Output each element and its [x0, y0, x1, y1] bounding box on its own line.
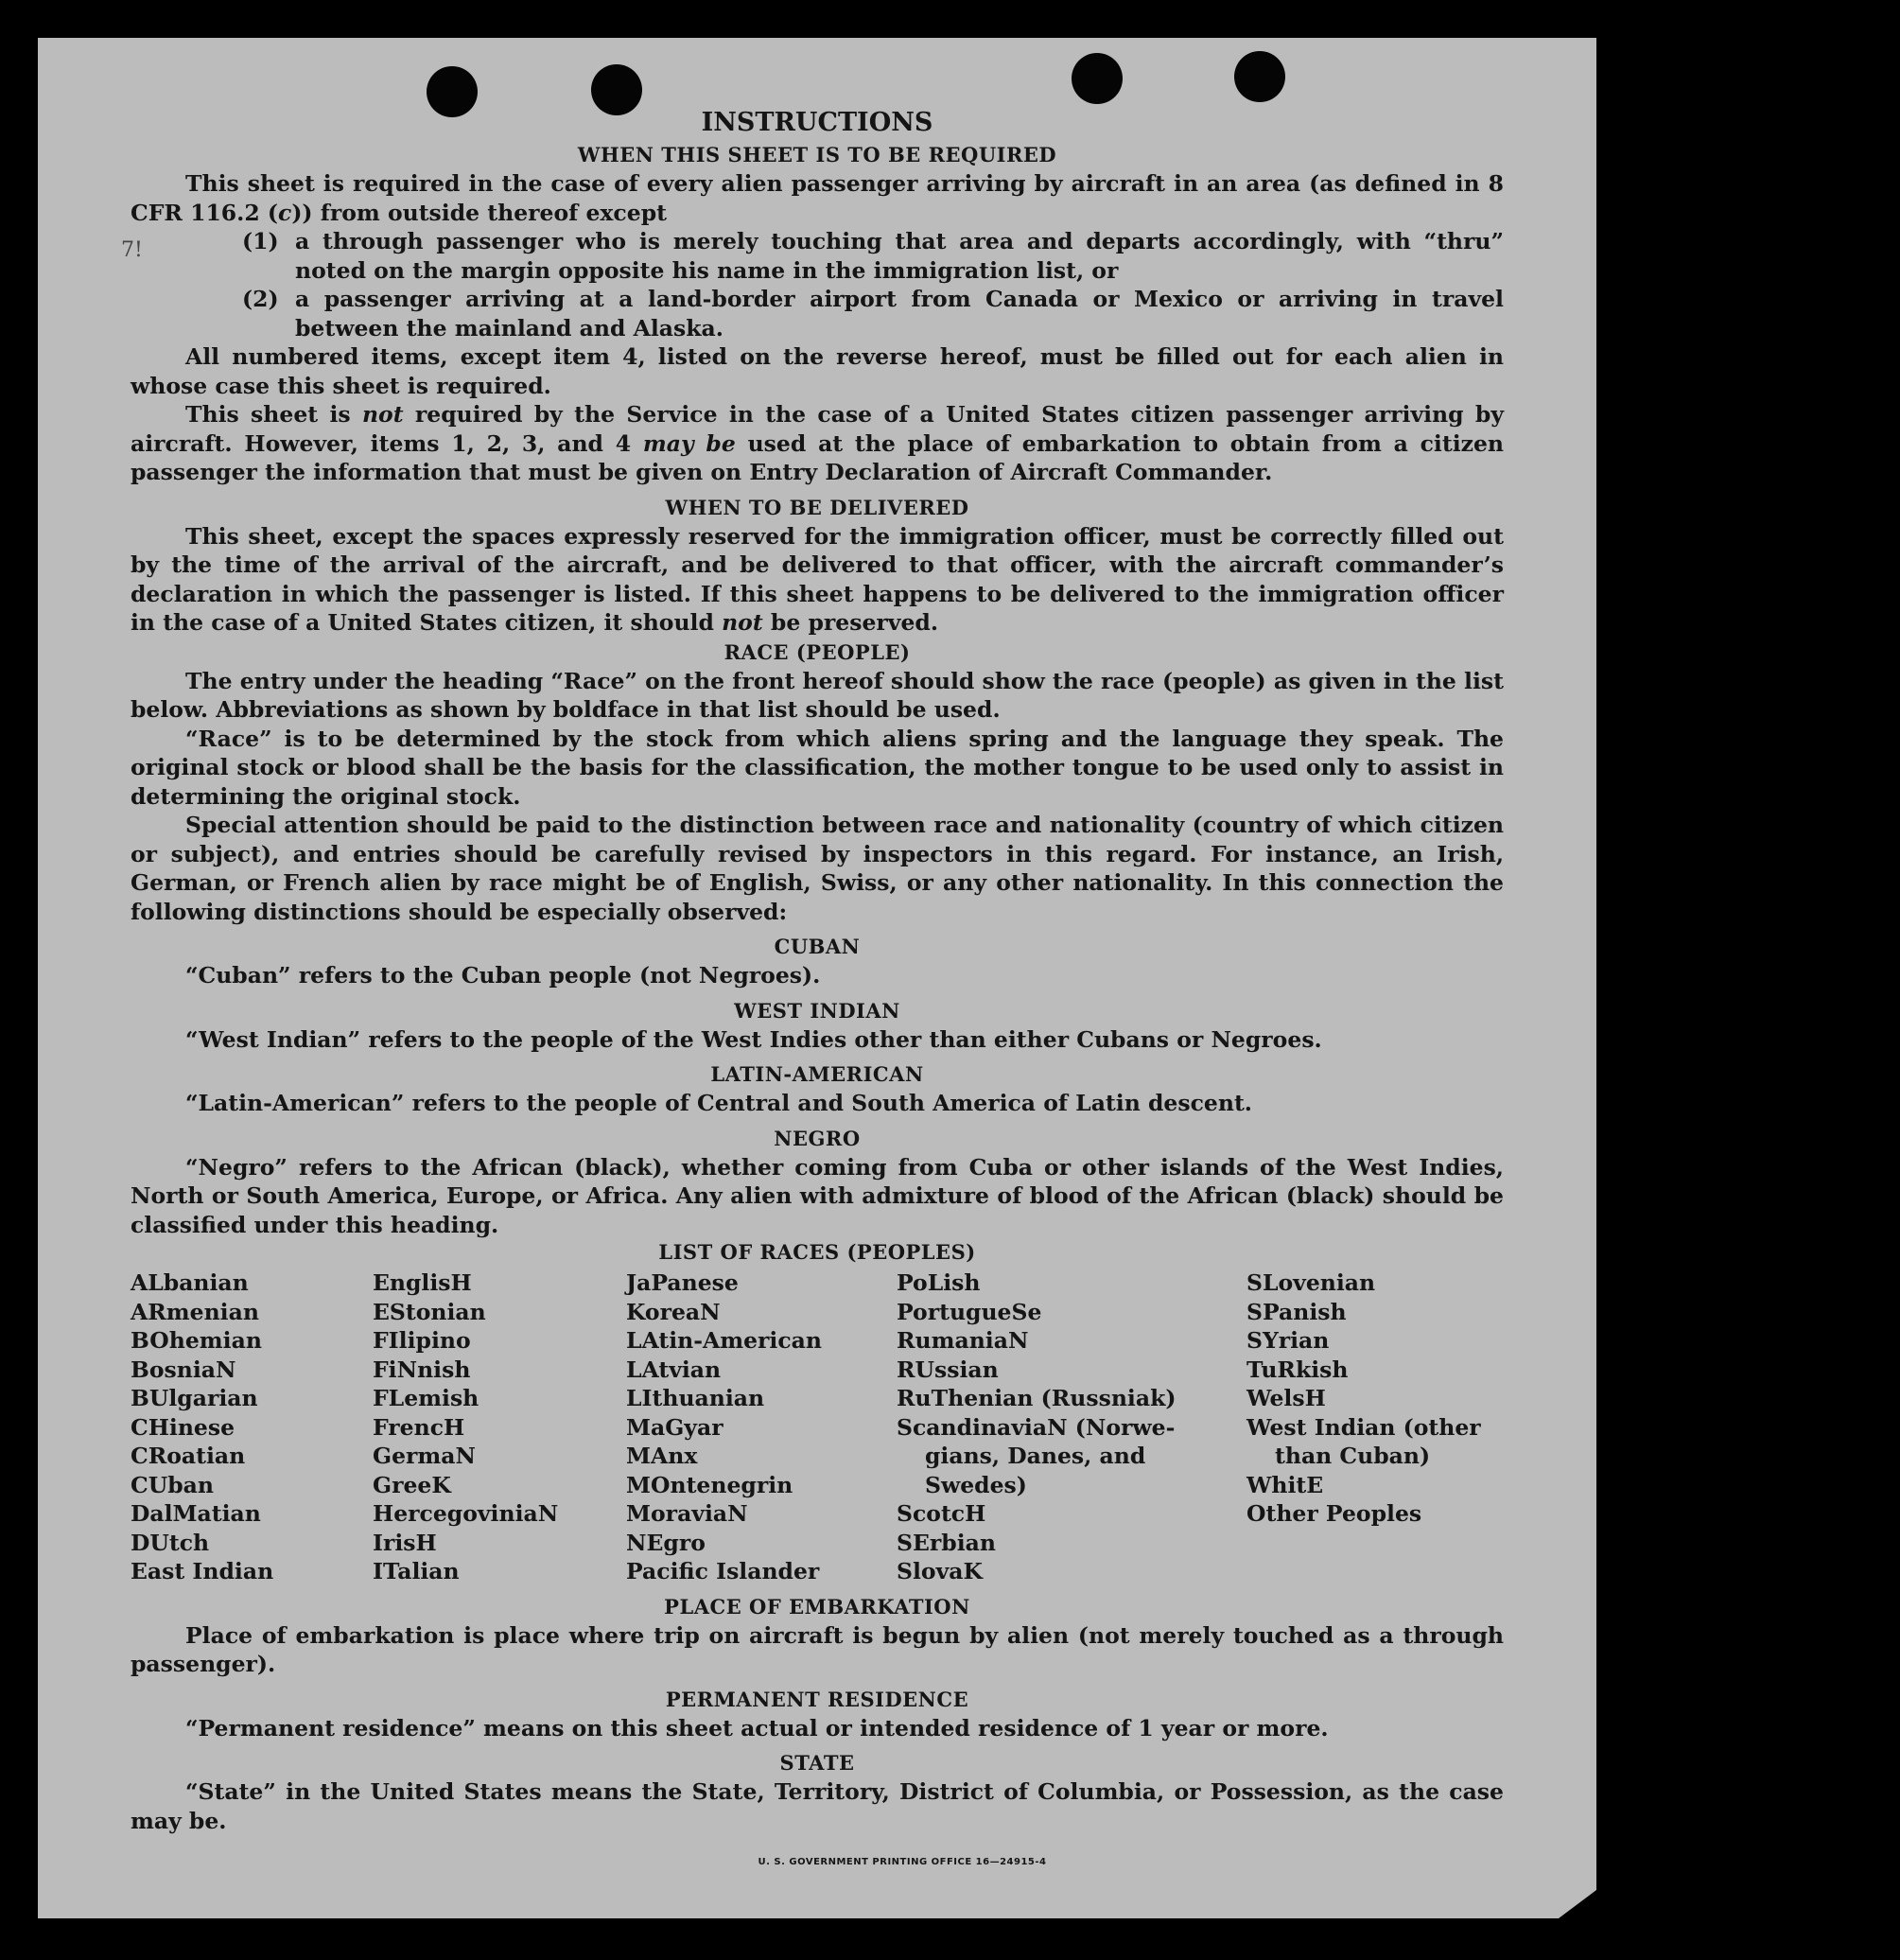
section-heading: LATIN-AMERICAN — [710, 1062, 924, 1086]
race-item: JaPanese — [626, 1269, 739, 1296]
paragraph: This sheet is required in the case of every alien passenger arriving by aircraft in an area (as defined in 8 CFR 116.2 (c)) from outside thereof except — [131, 170, 1504, 226]
race-item: HercegoviniaN — [373, 1500, 559, 1527]
race-item: SPanish — [1246, 1298, 1347, 1325]
race-item: WhitE — [1246, 1471, 1324, 1498]
race-item: PoLish — [897, 1269, 981, 1296]
list-item: (2) a passenger arriving at a land-border airport from Canada or Mexico or arriving in travel between the mainland and Alaska. — [242, 286, 1504, 341]
race-item: BUlgarian — [131, 1385, 258, 1411]
paragraph: Place of embarkation is place where trip on aircraft is begun by alien (not merely touched as a through passenger). — [131, 1621, 1504, 1677]
race-item: SlovaK — [897, 1558, 983, 1584]
paragraph: “West Indian” refers to the people of the West Indies other than either Cubans or Negroes. — [185, 1025, 1322, 1053]
race-item: FiNnish — [373, 1356, 471, 1383]
race-item: ALbanian — [131, 1269, 249, 1296]
race-item: MAnx — [626, 1443, 698, 1469]
race-item: MoraviaN — [626, 1500, 748, 1527]
race-item: WelsH — [1246, 1385, 1326, 1411]
section-heading: CUBAN — [774, 935, 861, 958]
section-heading: WHEN THIS SHEET IS TO BE REQUIRED — [577, 143, 1057, 166]
race-item: EnglisH — [373, 1269, 472, 1296]
paragraph: “Latin-American” refers to the people of Central and South America of Latin descent. — [185, 1090, 1252, 1116]
race-item: RUssian — [897, 1356, 999, 1383]
section-heading: WHEN TO BE DELIVERED — [665, 495, 969, 519]
race-item: SLovenian — [1246, 1269, 1376, 1296]
race-item: Pacific Islander — [626, 1558, 820, 1584]
race-item: LIthuanian — [626, 1385, 765, 1411]
paragraph: Special attention should be paid to the distinction between race and nationality (country of which citizen or subject), and entries should be carefully revised by inspectors in this regard. For instance, an Irish, German, or French alien by race might be of English, Swiss, or any other nationality. In this connection the following distinctions should be especially observed: — [131, 812, 1504, 925]
race-item: GreeK — [373, 1471, 451, 1498]
race-column — [897, 1269, 1246, 1586]
race-item: PortugueSe — [897, 1298, 1042, 1325]
race-item: gians, Danes, and — [925, 1443, 1146, 1469]
race-item: SErbian — [897, 1529, 996, 1556]
race-item: BOhemian — [131, 1327, 262, 1354]
race-item: than Cuban) — [1275, 1443, 1431, 1469]
race-column — [131, 1269, 373, 1586]
race-item: DUtch — [131, 1529, 210, 1556]
section-heading: LIST OF RACES (PEOPLES) — [658, 1240, 976, 1264]
paragraph: “Permanent residence” means on this sheet actual or intended residence of 1 year or more. — [185, 1714, 1329, 1741]
punch-hole — [1234, 51, 1285, 102]
race-item: LAtin-American — [626, 1327, 822, 1354]
section-heading: PLACE OF EMBARKATION — [664, 1594, 970, 1619]
race-item: BosniaN — [131, 1356, 236, 1383]
race-item: ScandinaviaN (Norwe- — [897, 1413, 1176, 1441]
margin-mark: 7! — [121, 238, 143, 262]
paragraph: “State” in the United States means the State, Territory, District of Columbia, or Possession, as the case may be. — [131, 1778, 1504, 1834]
list-item: (1) a through passenger who is merely touching that area and departs accordingly, with “thru” noted on the margin opposite his name in the immigration list, or — [242, 228, 1504, 284]
paragraph: The entry under the heading “Race” on the front hereof should show the race (people) as given in the list below. Abbreviations as shown by boldface in that list should be used. — [131, 667, 1504, 723]
paragraph: This sheet, except the spaces expressly reserved for the immigration officer, must be correctly filled out by the time of the arrival of the aircraft, and be delivered to that officer, with the aircraft commander’s declaration in which the passenger is listed. If this sheet happens to be delivered to the immigration officer in the case of a United States citizen, it should not be preserved. — [131, 522, 1504, 636]
race-item: NEgro — [626, 1529, 706, 1556]
paragraph: “Race” is to be determined by the stock from which aliens spring and the language they speak. The original stock or blood shall be the basis for the classification, the mother tongue to be used only to assist in determining the original stock. — [131, 725, 1504, 810]
race-item: CRoatian — [131, 1443, 246, 1469]
race-item: EStonian — [373, 1298, 486, 1325]
section-heading: RACE (PEOPLE) — [723, 639, 911, 664]
race-item: MaGyar — [626, 1413, 723, 1441]
race-column — [1246, 1269, 1504, 1586]
race-list — [131, 1269, 1504, 1586]
paragraph: “Cuban” refers to the Cuban people (not Negroes). — [185, 962, 821, 989]
race-item: FIlipino — [373, 1327, 471, 1354]
section-heading: STATE — [779, 1751, 855, 1775]
race-item: LAtvian — [626, 1356, 722, 1383]
race-item: RuThenian (Russniak) — [897, 1385, 1177, 1411]
instructions-content — [131, 106, 1504, 1878]
section-heading: NEGRO — [774, 1126, 861, 1150]
punch-hole — [1072, 53, 1123, 104]
section-heading: PERMANENT RESIDENCE — [665, 1687, 969, 1711]
race-item: Swedes) — [925, 1471, 1027, 1498]
race-item: RumaniaN — [897, 1327, 1029, 1354]
paragraph: “Negro” refers to the African (black), whether coming from Cuba or other islands of the West Indies, North or South America, Europe, or Africa. Any alien with admixture of blood of the African (black) should be classified under this heading. — [131, 1153, 1504, 1238]
race-item: Other Peoples — [1246, 1500, 1422, 1527]
race-item: IrisH — [373, 1529, 437, 1556]
race-item: ITalian — [373, 1558, 460, 1584]
race-item: CHinese — [131, 1413, 235, 1441]
printer-imprint: U. S. GOVERNMENT PRINTING OFFICE 16—24915-4 — [758, 1857, 1047, 1867]
race-item: DalMatian — [131, 1500, 261, 1527]
race-item: TuRkish — [1246, 1356, 1349, 1383]
race-item: SYrian — [1246, 1327, 1330, 1354]
race-column — [373, 1269, 626, 1586]
paragraph: This sheet is not required by the Service in the case of a United States citizen passenger arriving by aircraft. However, items 1, 2, 3, and 4 may be used at the place of embarkation to obtain from a citizen passenger the information that must be given on Entry Declaration of Aircraft Commander. — [131, 401, 1505, 485]
race-item: GermaN — [373, 1443, 476, 1469]
race-item: CUban — [131, 1471, 214, 1498]
race-column — [626, 1269, 897, 1586]
race-item: ARmenian — [131, 1298, 259, 1325]
race-item: FLemish — [373, 1385, 479, 1411]
race-item: KoreaN — [626, 1298, 721, 1325]
section-heading: WEST INDIAN — [734, 998, 900, 1023]
race-item: East Indian — [131, 1558, 274, 1584]
race-item: MOntenegrin — [626, 1471, 793, 1498]
paragraph: All numbered items, except item 4, listed on the reverse hereof, must be filled out for each alien in whose case this sheet is required. — [131, 343, 1504, 399]
page-title: INSTRUCTIONS — [701, 108, 933, 137]
race-item: West Indian (other — [1246, 1413, 1481, 1441]
race-item: ScotcH — [897, 1500, 986, 1527]
race-item: FrencH — [373, 1413, 465, 1441]
